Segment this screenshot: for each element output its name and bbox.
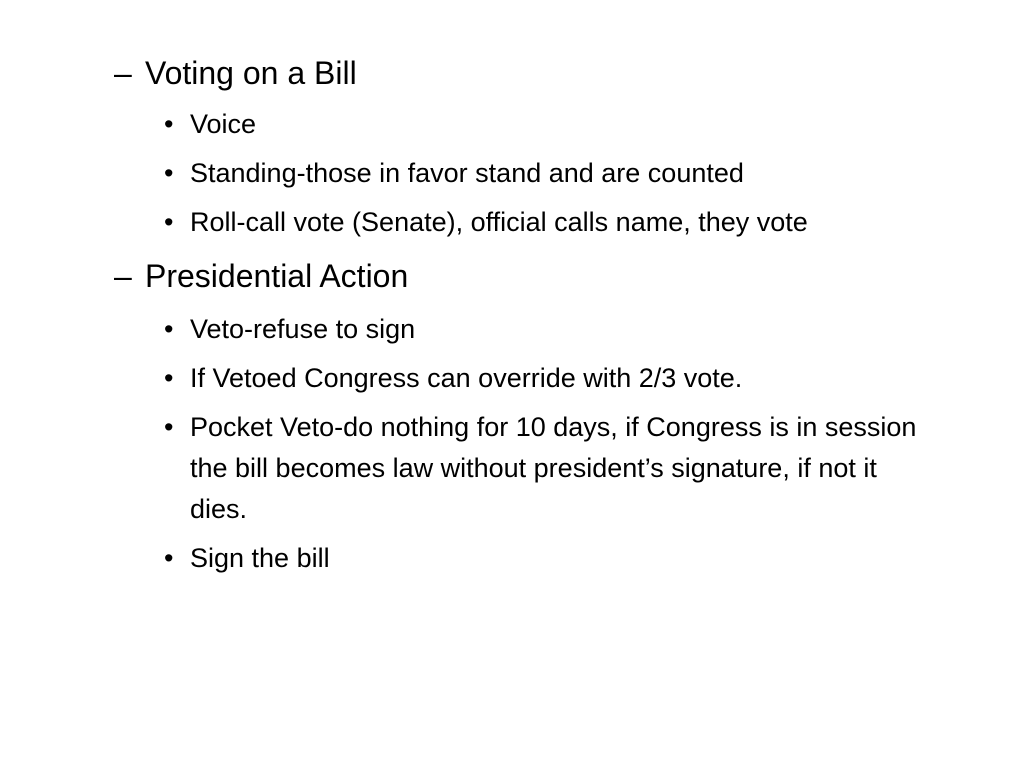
bullet-item bbox=[164, 202, 924, 243]
bullet-marker: • bbox=[164, 363, 174, 393]
heading-text: Presidential Action bbox=[145, 258, 409, 294]
section-heading-presidential bbox=[114, 257, 408, 295]
bullet-marker: • bbox=[164, 543, 174, 573]
bullet-text: Standing-those in favor stand and are counted bbox=[190, 158, 744, 188]
bullet-item bbox=[164, 104, 924, 145]
bullet-text: Pocket Veto-do nothing for 10 days, if Congress is in session the bill becomes law without president’s signature, if not it dies. bbox=[190, 412, 917, 524]
dash-marker: – bbox=[114, 258, 132, 294]
bullet-text: Veto-refuse to sign bbox=[190, 314, 416, 344]
section-heading-voting bbox=[114, 54, 357, 92]
bullet-item bbox=[164, 153, 924, 194]
bullet-text: Roll-call vote (Senate), official calls name, they vote bbox=[190, 207, 808, 237]
bullet-marker: • bbox=[164, 314, 174, 344]
bullet-text: If Vetoed Congress can override with 2/3 vote. bbox=[190, 363, 743, 393]
bullet-marker: • bbox=[164, 109, 174, 139]
dash-marker: – bbox=[114, 55, 132, 91]
heading-text: Voting on a Bill bbox=[145, 55, 357, 91]
bullet-item bbox=[164, 309, 924, 350]
bullet-text: Voice bbox=[190, 109, 257, 139]
bullet-marker: • bbox=[164, 158, 174, 188]
bullet-item bbox=[164, 407, 924, 530]
bullet-marker: • bbox=[164, 412, 174, 442]
bullet-item bbox=[164, 358, 924, 399]
bullet-item bbox=[164, 538, 924, 579]
bullet-text: Sign the bill bbox=[190, 543, 330, 573]
bullet-marker: • bbox=[164, 207, 174, 237]
